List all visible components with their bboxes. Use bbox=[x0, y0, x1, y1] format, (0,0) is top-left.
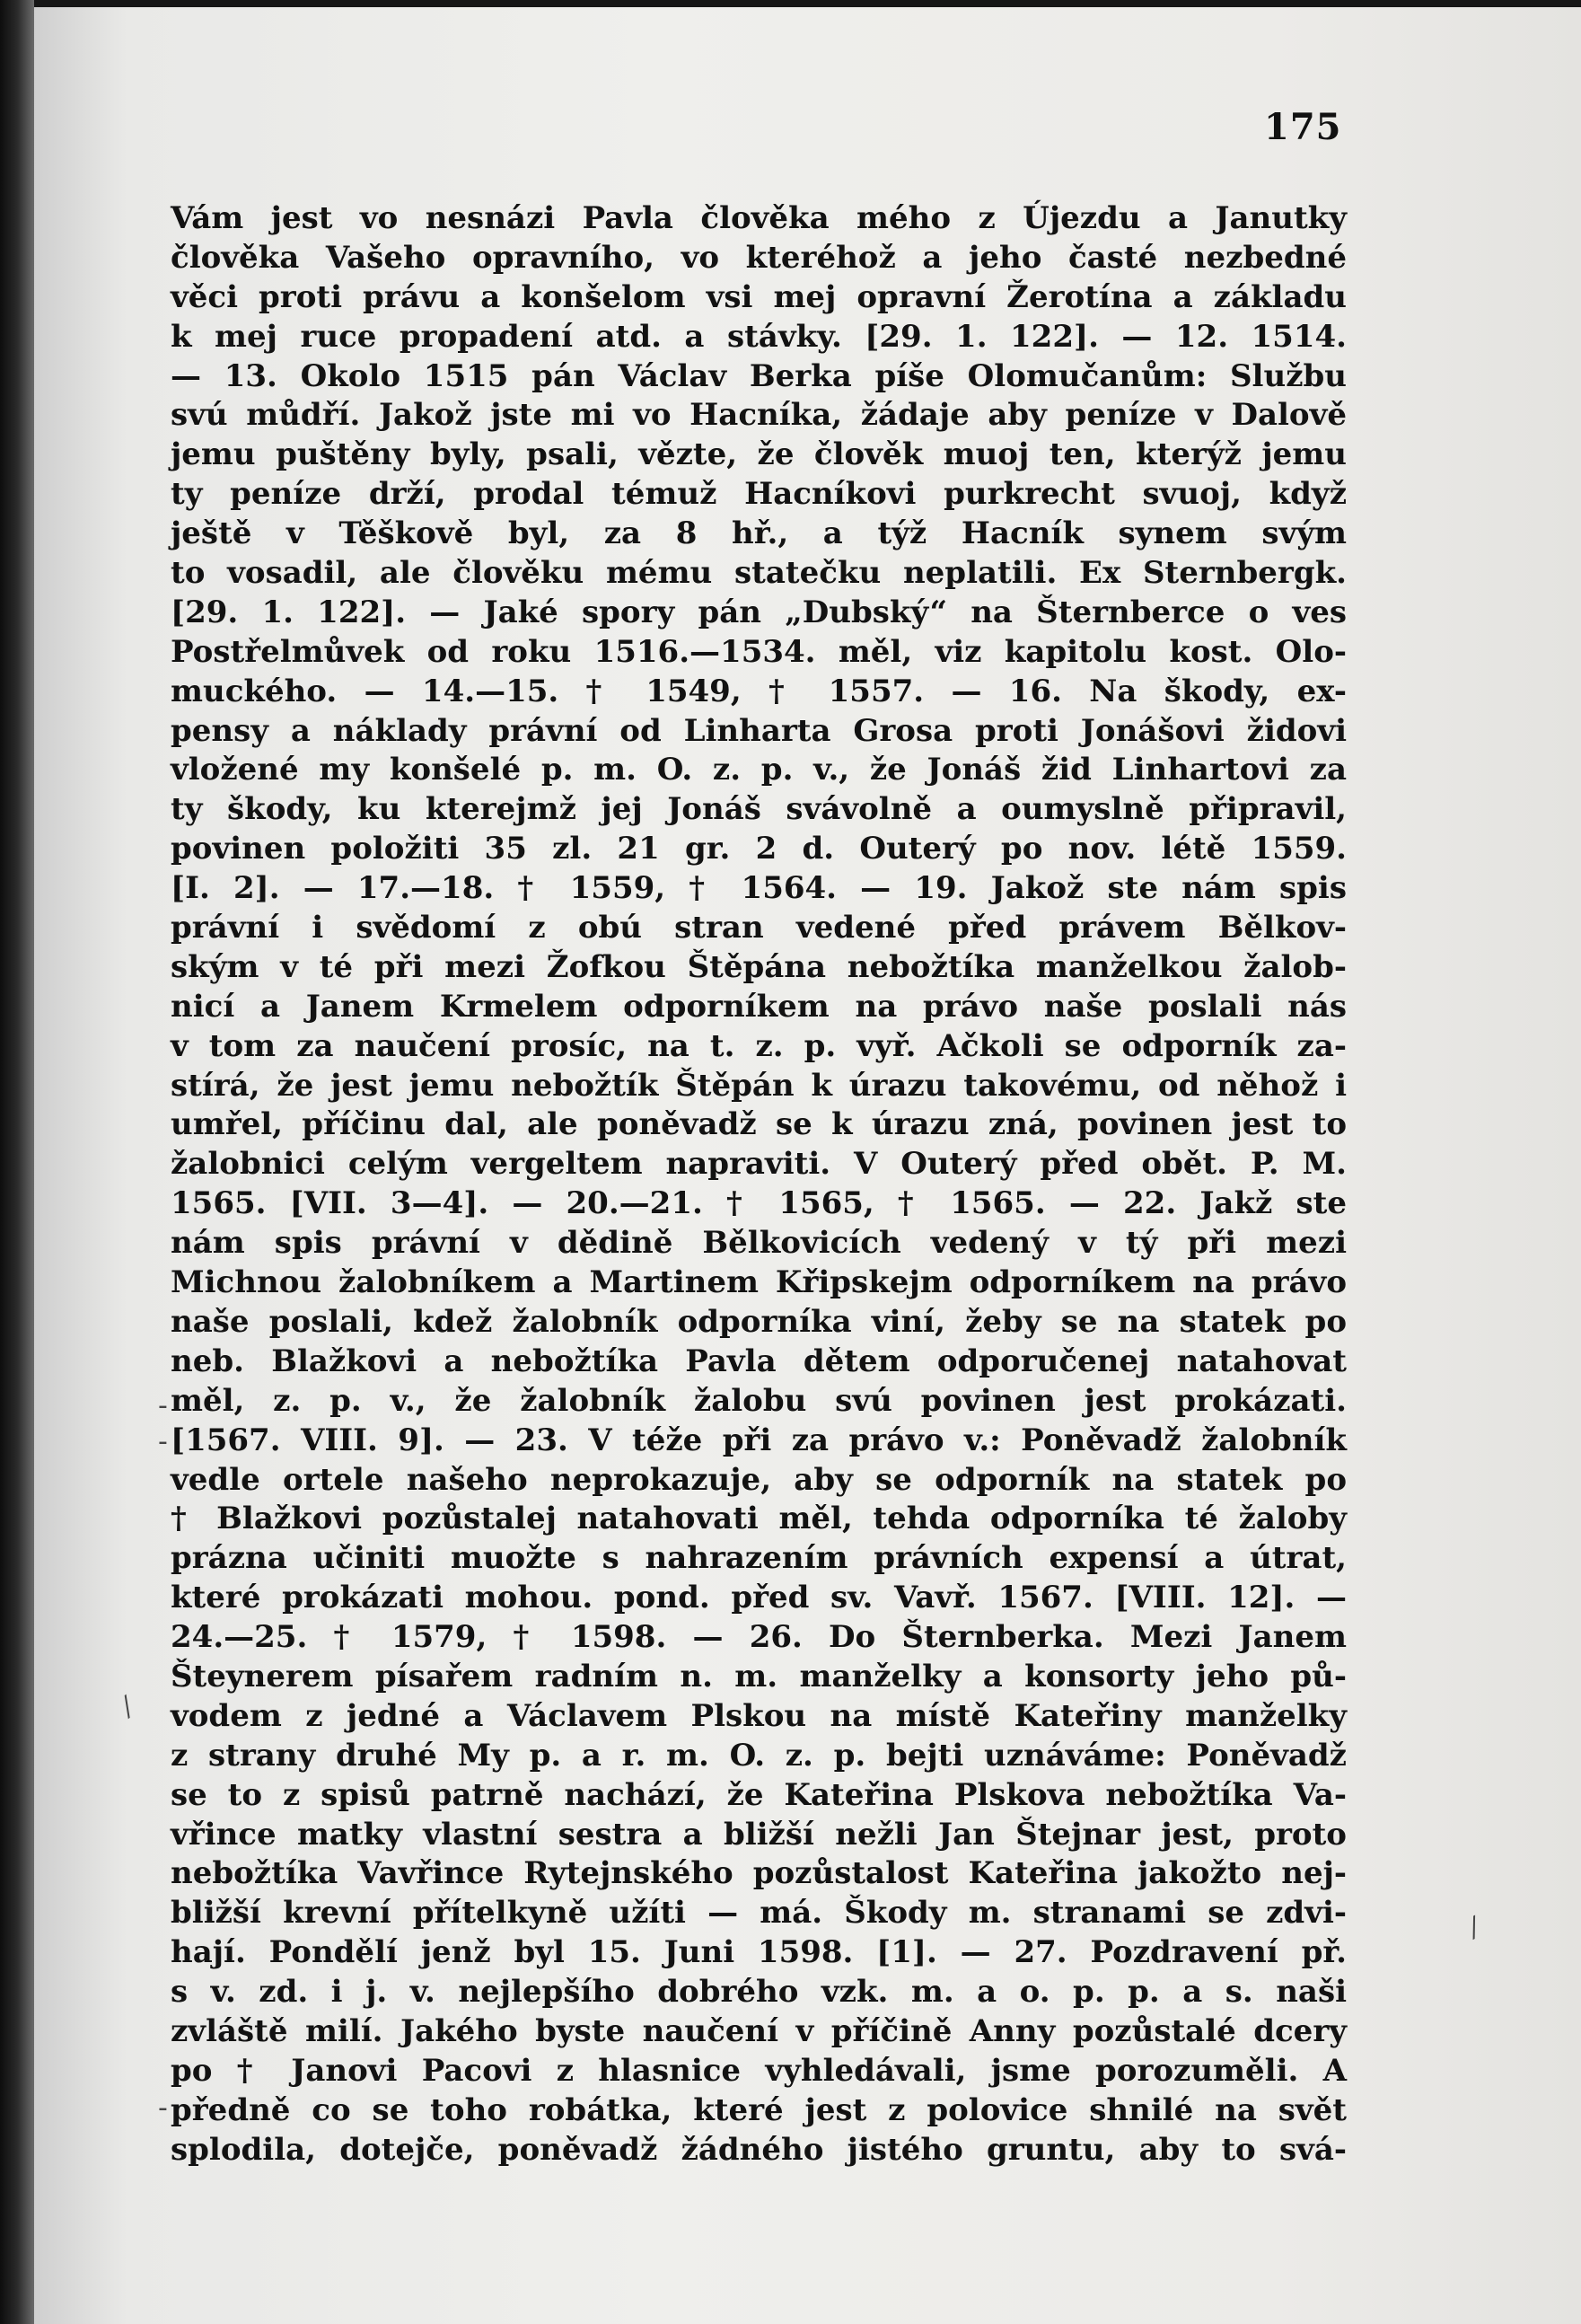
text-line: splodila, dotejče, poněvadž žádného jistého gruntu, aby to svá- bbox=[171, 2131, 1347, 2168]
text-line: k mej ruce propadení atd. a stávky. [29. 1. 122]. — 12. 1514. bbox=[171, 318, 1347, 355]
text-line: stírá, že jest jemu nebožtík Štěpán k úrazu takovému, od něhož i bbox=[171, 1067, 1347, 1104]
text-line: [I. 2]. — 17.—18. † 1559, † 1564. — 19. Jakož ste nám spis bbox=[171, 870, 1347, 907]
text-line: po † Janovi Pacovi z hlasnice vyhledávali, jsme porozuměli. A bbox=[171, 2052, 1347, 2089]
margin-dash-mark: ‐ bbox=[158, 1426, 168, 1457]
text-line: nebožtíka Vavřince Rytejnského pozůstalost Kateřina jakožto nej- bbox=[171, 1855, 1347, 1892]
book-binding-edge bbox=[0, 0, 34, 2324]
text-line: to vosadil, ale člověku mému statečku neplatili. Ex Sternbergk. bbox=[171, 555, 1347, 592]
margin-dash-mark: ‐ bbox=[158, 1390, 168, 1422]
body-text bbox=[171, 199, 1347, 2170]
text-line: nicí a Janem Krmelem odporníkem na právo naše poslali nás bbox=[171, 988, 1347, 1025]
text-line: člověka Vašeho opravního, vo kteréhož a jeho časté nezbedné bbox=[171, 239, 1347, 276]
text-line: nám spis právní v dědině Bělkovicích vedený v tý při mezi bbox=[171, 1225, 1347, 1262]
text-line: vřince matky vlastní sestra a bližší nežli Jan Štejnar jest, proto bbox=[171, 1816, 1347, 1853]
text-line: právní i svědomí z obú stran vedené před právem Bělkov- bbox=[171, 910, 1347, 946]
text-line: předně co se toho robátka, které jest z polovice shnilé na svět bbox=[171, 2091, 1347, 2128]
text-line: vodem z jedné a Václavem Plskou na místě Kateřiny manželky bbox=[171, 1697, 1347, 1734]
text-line: ty škody, ku kterejmž jej Jonáš svávolně a oumyslně připravil, bbox=[171, 791, 1347, 828]
text-line: vložené my konšelé p. m. O. z. p. v., že Jonáš žid Linhartovi za bbox=[171, 752, 1347, 788]
text-line: prázna učiniti muožte s nahrazením právních expensí a útrat, bbox=[171, 1540, 1347, 1577]
text-line: zvláště milí. Jakého byste naučení v příčině Anny pozůstalé dcery bbox=[171, 2012, 1347, 2049]
text-line: pensy a náklady právní od Linharta Grosa proti Jonášovi židovi bbox=[171, 712, 1347, 749]
text-line: neb. Blažkovi a nebožtíka Pavla dětem odporučenej natahovat bbox=[171, 1342, 1347, 1379]
text-line: jemu puštěny byly, psali, vězte, že člověk muoj ten, kterýž jemu bbox=[171, 436, 1347, 473]
text-line: Michnou žalobníkem a Martinem Křipskejm odporníkem na právo bbox=[171, 1264, 1347, 1301]
text-line: se to z spisů patrně nachází, že Kateřina Plskova nebožtíka Va- bbox=[171, 1776, 1347, 1813]
text-line: v tom za naučení prosíc, na t. z. p. vyř. Ačkoli se odporník za- bbox=[171, 1027, 1347, 1064]
text-line: Šteynerem písařem radním n. m. manželky a konsorty jeho pů- bbox=[171, 1658, 1347, 1695]
margin-stroke-mark: ⁄ bbox=[1464, 1914, 1485, 1943]
text-line: [1567. VIII. 9]. — 23. V téže při za právo v.: Poněvadž žalobník bbox=[171, 1422, 1347, 1458]
text-line: umřel, příčinu dal, ale poněvadž se k úrazu zná, povinen jest to bbox=[171, 1106, 1347, 1143]
margin-stroke-mark: ⁄ bbox=[116, 1694, 140, 1721]
margin-dash-mark: ‐ bbox=[158, 2092, 168, 2124]
text-line: ty peníze drží, prodal témuž Hacníkovi purkrecht svuoj, když bbox=[171, 476, 1347, 513]
text-line: [29. 1. 122]. — Jaké spory pán „Dubský“ na Šternberce o ves bbox=[171, 594, 1347, 630]
text-line: 1565. [VII. 3—4]. — 20.—21. † 1565, † 1565. — 22. Jakž ste bbox=[171, 1185, 1347, 1222]
text-line: vedle ortele našeho neprokazuje, aby se odporník na statek po bbox=[171, 1461, 1347, 1498]
text-line: povinen položiti 35 zl. 21 gr. 2 d. Outerý po nov. létě 1559. bbox=[171, 831, 1347, 867]
text-line: s v. zd. i j. v. nejlepšího dobrého vzk. m. a o. p. p. a s. naši bbox=[171, 1974, 1347, 2011]
page-number: 175 bbox=[1264, 106, 1342, 148]
text-line: které prokázati mohou. pond. před sv. Vavř. 1567. [VIII. 12]. — bbox=[171, 1580, 1347, 1616]
text-line: Vám jest vo nesnázi Pavla člověka mého z Újezdu a Janutky bbox=[171, 200, 1347, 236]
text-line: 24.—25. † 1579, † 1598. — 26. Do Šternberka. Mezi Janem bbox=[171, 1619, 1347, 1656]
text-line: věci proti právu a konšelom vsi mej opravní Žerotína a základu bbox=[171, 278, 1347, 315]
text-line: z strany druhé My p. a r. m. O. z. p. bejti uznáváme: Poněvadž bbox=[171, 1737, 1347, 1774]
text-line: svú můdří. Jakož jste mi vo Hacníka, žádaje aby peníze v Dalově bbox=[171, 397, 1347, 434]
text-line: žalobnici celým vergeltem napraviti. V Outerý před obět. P. M. bbox=[171, 1146, 1347, 1183]
text-line: naše poslali, kdež žalobník odporníka viní, žeby se na statek po bbox=[171, 1303, 1347, 1340]
text-line: muckého. — 14.—15. † 1549, † 1557. — 16. Na škody, ex- bbox=[171, 673, 1347, 709]
text-line: † Blažkovi pozůstalej natahovati měl, tehda odporníka té žaloby bbox=[171, 1501, 1347, 1537]
text-line: bližší krevní přítelkyně užíti — má. Škody m. stranami se zdvi- bbox=[171, 1895, 1347, 1932]
text-line: — 13. Okolo 1515 pán Václav Berka píše Olomučanům: Službu bbox=[171, 357, 1347, 394]
text-line: měl, z. p. v., že žalobník žalobu svú povinen jest prokázati. bbox=[171, 1382, 1347, 1419]
text-line: Postřelmůvek od roku 1516.—1534. měl, viz kapitolu kost. Olo- bbox=[171, 633, 1347, 670]
text-line: hají. Pondělí jenž byl 15. Juni 1598. [1]. — 27. Pozdravení př. bbox=[171, 1934, 1347, 1971]
text-line: ještě v Těškově byl, za 8 hř., a týž Hacník synem svým bbox=[171, 515, 1347, 552]
text-line: ským v té při mezi Žofkou Štěpána nebožtíka manželkou žalob- bbox=[171, 948, 1347, 985]
